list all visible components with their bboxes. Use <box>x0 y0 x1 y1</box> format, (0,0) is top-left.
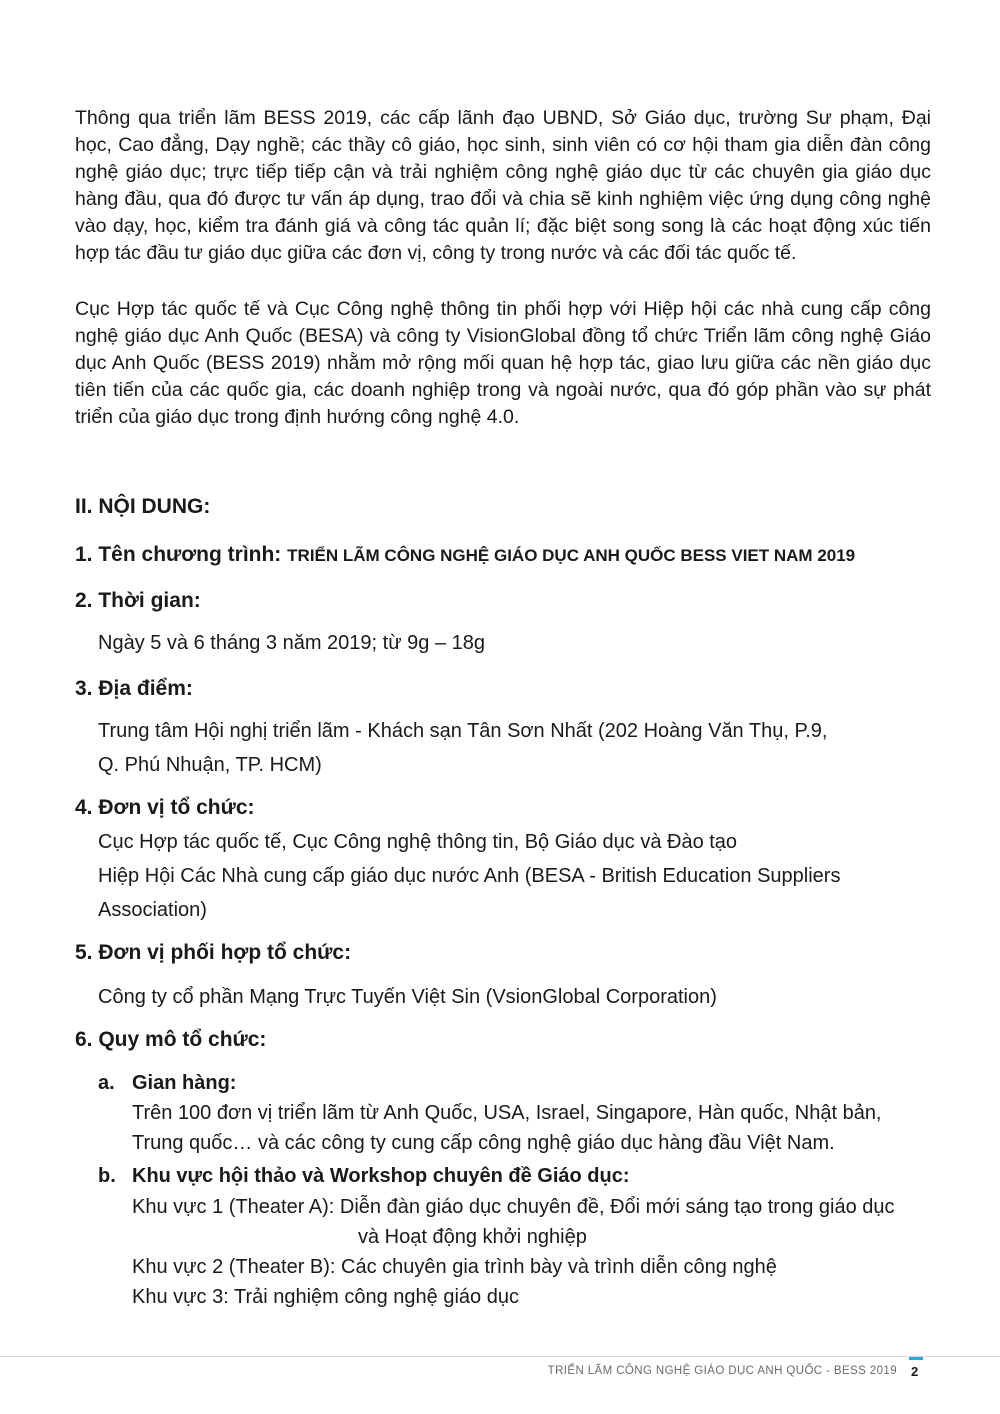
sub-b-letter: b. <box>98 1165 116 1187</box>
time-value: Ngày 5 và 6 tháng 3 năm 2019; từ 9g – 18g <box>98 632 485 654</box>
item-3-heading: 3. Địa điểm: <box>75 677 193 700</box>
item-2-heading: 2. Thời gian: <box>75 589 201 612</box>
item-1-label: 1. Tên chương trình: <box>75 543 282 566</box>
zone-2: Khu vực 2 (Theater B): Các chuyên gia trình bày và trình diễn công nghệ <box>132 1256 777 1278</box>
booth-line-2: Trung quốc… và các công ty cung cấp công nghệ giáo dục hàng đầu Việt Nam. <box>132 1132 835 1154</box>
item-5-heading: 5. Đơn vị phối hợp tổ chức: <box>75 941 352 964</box>
location-line-2: Q. Phú Nhuận, TP. HCM) <box>98 754 322 776</box>
sub-a-title: Gian hàng: <box>132 1072 237 1094</box>
item-6-heading: 6. Quy mô tổ chức: <box>75 1028 267 1051</box>
organizer-line-1: Cục Hợp tác quốc tế, Cục Công nghệ thông tin, Bộ Giáo dục và Đào tạo <box>98 831 738 853</box>
sub-b-heading <box>98 1165 630 1188</box>
co-organizer-value: Công ty cổ phần Mạng Trực Tuyến Việt Sin (VsionGlobal Corporation) <box>98 986 717 1008</box>
zone-3: Khu vực 3: Trải nghiệm công nghệ giáo dục <box>132 1286 519 1308</box>
item-1-heading <box>75 543 855 567</box>
footer-divider <box>0 1356 1000 1357</box>
program-name: TRIỂN LÃM CÔNG NGHỆ GIÁO DỤC ANH QUỐC BESS VIET NAM 2019 <box>287 546 856 565</box>
page-number: 2 <box>911 1364 919 1379</box>
zone-1-line-1: Khu vực 1 (Theater A): Diễn đàn giáo dục chuyên đề, Đổi mới sáng tạo trong giáo dục <box>132 1196 895 1218</box>
footer-title: TRIỂN LÃM CÔNG NGHỆ GIÁO DỤC ANH QUỐC - BESS 2019 <box>547 1365 897 1377</box>
intro-paragraph-1: Thông qua triển lãm BESS 2019, các cấp lãnh đạo UBND, Sở Giáo dục, trường Sư phạm, Đại học, Cao đẳng, Dạy nghề; các thầy cô giáo, học sinh, sinh viên có cơ hội tham gia diễn đàn công nghệ giáo dục; trực tiếp tiếp cận và trải nghiệm công nghệ giáo dục từ các chuyên gia giáo dục hàng đầu, qua đó được tư vấn áp dụng, trao đổi và chia sẽ kinh nghiệm việc ứng dụng công nghệ vào dạy, học, kiểm tra đánh giá và công tác quản lí; đặc biệt song song là các hoạt động xúc tiến hợp tác đầu tư giáo dục giữa các đơn vị, công ty trong nước và các đối tác quốc tế. <box>75 107 931 264</box>
booth-line-1: Trên 100 đơn vị triển lãm từ Anh Quốc, USA, Israel, Singapore, Hàn quốc, Nhật bản, <box>132 1102 882 1124</box>
organizer-line-3: Association) <box>98 899 207 921</box>
sub-a-letter: a. <box>98 1072 115 1094</box>
sub-a-heading <box>98 1072 236 1095</box>
sub-b-title: Khu vực hội thảo và Workshop chuyên đề Giáo dục: <box>132 1165 630 1187</box>
page-number-accent <box>909 1357 923 1360</box>
section-title: II. NỘI DUNG: <box>75 495 211 518</box>
item-4-heading: 4. Đơn vị tổ chức: <box>75 796 255 819</box>
intro-paragraph-2: Cục Hợp tác quốc tế và Cục Công nghệ thông tin phối hợp với Hiệp hội các nhà cung cấp công nghệ giáo dục Anh Quốc (BESA) và công ty VisionGlobal đồng tổ chức Triển lãm công nghệ Giáo dục Anh Quốc (BESS 2019) nhằm mở rộng mối quan hệ hợp tác, giao lưu giữa các nền giáo dục tiên tiến của các quốc gia, các doanh nghiệp trong và ngoài nước, qua đó góp phần vào sự phát triển của giáo dục trong định hướng công nghệ 4.0. <box>75 298 931 428</box>
zone-1-line-2: và Hoạt động khởi nghiệp <box>358 1226 587 1248</box>
organizer-line-2: Hiệp Hội Các Nhà cung cấp giáo dục nước Anh (BESA - British Education Suppliers <box>98 865 841 887</box>
location-line-1: Trung tâm Hội nghị triển lãm - Khách sạn Tân Sơn Nhất (202 Hoàng Văn Thụ, P.9, <box>98 720 828 742</box>
